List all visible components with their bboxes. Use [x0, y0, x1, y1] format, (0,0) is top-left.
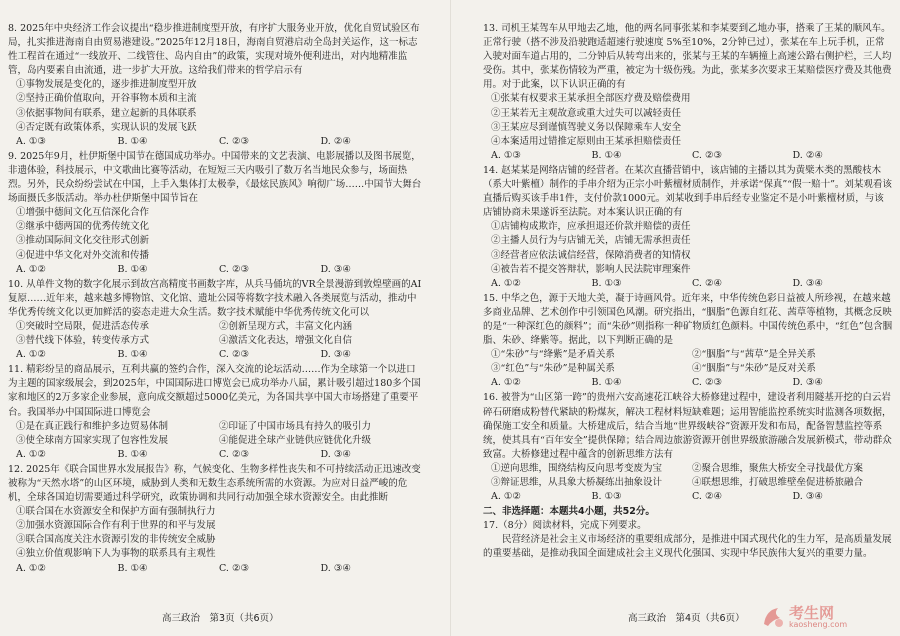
question-block — [483, 22, 893, 163]
answer-choices — [483, 490, 893, 504]
q17-paragraph: 民营经济是社会主义市场经济的重要组成部分，是推进中国式现代化的生力军，是高质量发展的重要基础，是推动我国全面建成社会主义现代化强国、实现中华民族伟大复兴的重要力量。 — [483, 534, 892, 560]
option-line: ④否定既有政策体系，实现认识的发展飞跃 — [16, 121, 197, 133]
option-line: ①张某有权要求王某承担全部医疗费及赔偿费用 — [491, 93, 691, 105]
option-line: ②坚持正确价值取向，开谷事物本质和主流 — [16, 93, 197, 105]
option-item: ①“朱砂”与“绛紫”是矛盾关系 — [491, 349, 615, 361]
answer-choice: B. ①④ — [117, 448, 148, 460]
answer-choice: A. ①② — [16, 448, 46, 460]
option-line: ③依据事物间有联系，建立起新的具体联系 — [16, 107, 197, 119]
answer-choice: B. ①③ — [591, 491, 622, 503]
option-line: ①店铺构成欺诈，应承担退还价款并赔偿的责任 — [491, 221, 691, 233]
option-line: ④被告若不提交答辩状，影响人民法院审理案件 — [491, 263, 691, 275]
answer-choice: A. ①② — [491, 277, 521, 289]
question-block — [8, 150, 422, 277]
option-line: ③联合国高度关注水资源引发的非传统安全威胁 — [16, 534, 216, 546]
option-line: ④独立价值观影响下人为事物的联系具有主观性 — [16, 548, 216, 560]
answer-choice: C. ②③ — [692, 377, 723, 389]
option-line: ②主播人员行为与店铺无关，店铺无需承担责任 — [491, 235, 691, 247]
watermark-url: kaosheng.com — [789, 619, 848, 629]
answer-choices — [8, 562, 422, 576]
answer-choices — [483, 149, 893, 163]
option-row — [8, 420, 422, 434]
answer-choice: C. ②③ — [692, 149, 723, 161]
question-stem: 14. 赵某某是网络店铺的经营者。在某次直播营销中，该店铺的主播以其为黄檗木类的黑酸枝木（系大叶紫檀）制作的手串介绍为正宗小叶紫檀材质制作，并承诺“保真”“假一赔十”。刘某观看该直播后购买该手串1件，支付价款1000元。刘某收到手串后经专业鉴定不是小叶紫檀材质，与该店铺协商未果遂诉至法院。对本案认识正确的有 — [483, 164, 892, 219]
answer-choice: A. ①② — [16, 562, 46, 574]
option-line: ②继承中德两国的优秀传统文化 — [16, 221, 150, 233]
option-line: ③经营者应依法诚信经营，保障消费者的知情权 — [491, 249, 691, 261]
option-line: ③推动国际间文化交往形式创新 — [16, 235, 150, 247]
option-line: ①联合国在水资源安全和保护方面有强制执行力 — [16, 506, 216, 518]
right-page-column — [483, 22, 893, 562]
answer-choice: C. ②③ — [219, 135, 250, 147]
answer-choice: A. ①② — [491, 377, 521, 389]
answer-choice: B. ①③ — [591, 277, 622, 289]
option-row — [483, 348, 893, 362]
option-line: ④本案适用过错推定原则由王某承担赔偿责任 — [491, 135, 682, 147]
option-line: ③王某应尽到谨慎驾驶义务以保障乘车人安全 — [491, 121, 682, 133]
option-item: ②“胭脂”与“茜草”是全异关系 — [692, 349, 816, 361]
answer-choice: A. ①② — [16, 349, 46, 361]
question-stem: 8. 2025年中央经济工作会议提出“稳步推进制度型开放，有序扩大服务业开放，优化自贸试验区布局，扎实推进海南自由贸易港建设。”2025年12月18日，海南自贸港启动全岛封关运作，这一标志性工程首在通过“一线放开、二线管住、岛内自由”的政策，实现对境外便利进出，对内地精准监管，岛内要素自由流通，进一步扩大开放。这给我们带来的哲学启示有 — [8, 23, 420, 77]
answer-choice: A. ①② — [16, 263, 46, 275]
answer-choice: D. ③④ — [320, 349, 351, 361]
option-item: ①突破时空局限，促进活态传承 — [16, 320, 150, 332]
answer-choices — [483, 277, 893, 291]
question-stem: 12. 2025年《联合国世界水发展报告》称，气候变化、生物多样性丧失和不可持续活动正迅速改变被称为“天然水塔”的山区环境，威胁到人类和无数生态系统所需的水资源。为应对日益严峻的危机，全球各国迫切需要通过科学研究，政策协调和共同行动加强全球水资源安全。由此推断 — [8, 463, 421, 504]
answer-choice: A. ①② — [491, 491, 521, 503]
question-stem: 10. 从单件文物的数字化展示到故宫高精度书画数字库，从兵马俑坑的VR全景漫游到敦煌壁画的AI复原……近年来，越来越多博物馆、文化馆、遗址公园等将数字技术融入各类展览与活动，推动中华优秀传统文化以更加鲜活的姿态走进大众生活。数字技术赋能中华优秀传统文化可以 — [8, 278, 422, 318]
answer-choices — [8, 263, 422, 277]
answer-choice: C. ②③ — [219, 349, 250, 361]
answer-choices — [483, 376, 893, 390]
answer-choices — [8, 448, 422, 462]
option-row — [8, 334, 422, 348]
kaosheng-logo-icon — [760, 604, 786, 630]
question-stem: 9. 2025年9月，杜伊斯堡中国节在德国成功举办。中国带来的文艺表演、电影展播以及图书展览，非遗体验，科技展示，中文歌曲比赛等活动，在短短三天内吸引了数万名当地民众参与，场面热烈。另外，民众纷纷尝试在中国，上手入集体打太极拳，《最炫民族风》响彻广场……中国节大舞台场面摄氏多版活动。举办杜伊斯堡中国节旨在 — [8, 150, 422, 205]
right-questions — [483, 22, 893, 504]
question-stem: 13. 司机王某驾车从甲地去乙地，他的两名同事张某和李某要到乙地办事，搭乘了王某的顺风车。正常行驶（搭不涉及沿驶跑适超速行驶速度 5%至10%，2分钟已过），张某在车上玩手机，正常入驶对面车道占用的，二分钟后从转弯出来的，张某与王某的车辆撞上高速公路右侧护栏，三人均受伤。其中，张某伤情较为严重，被定为十级伤残。为此，张某多次要求王某赔偿医疗费及其他费用。对于此案，以下认识正确的有 — [483, 23, 892, 91]
left-page-column — [8, 22, 422, 577]
answer-choice: D. ③④ — [320, 562, 351, 574]
answer-choice: D. ③④ — [320, 263, 351, 275]
question-stem: 15. 中华之色，源于天地大美，凝于诗画风骨。近年来，中华传统色彩日益被人所珍视，在越来越多商业品牌、艺术创作中引领国色风潮。研究指出，“胭脂”色源自红花、茜草等植物，其概念反映的是“一种深红色的颜料”；而“朱砂”则指称一种矿物质红色颜料。中国传统色系中，“红色”包含胭脂、朱砂、绛紫等。据此，以下判断正确的是 — [483, 292, 893, 347]
question-block — [8, 463, 422, 576]
option-item: ④“胭脂”与“朱砂”是反对关系 — [692, 363, 816, 375]
answer-choice: B. ①④ — [117, 135, 148, 147]
answer-choice: C. ②④ — [692, 491, 723, 503]
option-item: ①是在真正践行和维护多边贸易体制 — [16, 420, 169, 432]
answer-choice: D. ③④ — [792, 277, 823, 289]
option-item: ③替代线下体验，转变传承方式 — [16, 335, 150, 347]
answer-choices — [8, 348, 422, 362]
question-stem: 16. 被誉为“山区第一跨”的贵州六安高速花江峡谷大桥修建过程中，建设者利用隧基开挖的白云岩碎石研磨成粉替代紧缺的粉煤灰，解决工程材料短缺难题；运用智能监控系统实时监测各项数据，确保施工安全和质量。大桥建成后，结合当地“世界级峡谷”资源开发和布局，配备智慧监控等系统，使其具有“百年安全”提供保障；结合周边旅游资源开创世界级旅游融合发展新模式，带动群众致富。大桥修建过程中蕴含的创新思维方法有 — [483, 392, 892, 460]
option-item: ③“红色”与“朱砂”是种属关系 — [491, 363, 615, 375]
option-item: ④激活文化表达，增强文化自信 — [219, 335, 353, 347]
question-block — [8, 278, 422, 363]
option-row — [483, 476, 893, 490]
answer-choice: B. ①④ — [117, 562, 148, 574]
answer-choice: B. ①④ — [117, 349, 148, 361]
option-row — [8, 434, 422, 448]
question-block — [483, 292, 893, 391]
option-item: ②印证了中国市场具有持久的吸引力 — [219, 420, 372, 432]
kaosheng-watermark — [760, 604, 847, 630]
answer-choice: D. ③④ — [792, 491, 823, 503]
question-block — [8, 22, 422, 149]
answer-choice: D. ②④ — [320, 135, 351, 147]
q17-heading: 17.（8分）阅读材料，完成下列要求。 — [483, 520, 647, 532]
answer-choices — [8, 135, 422, 149]
page-footer-right: 高三政治 第4页（共6页） — [628, 613, 745, 624]
answer-choice: B. ①④ — [117, 263, 148, 275]
question-block — [483, 391, 893, 504]
question-block — [8, 363, 422, 462]
answer-choice: C. ②③ — [219, 448, 250, 460]
watermark-name: 考生网 — [789, 603, 835, 622]
question-block — [483, 164, 893, 291]
page-footer-left: 高三政治 第3页（共6页） — [162, 613, 279, 624]
option-item: ③使全球南方国家实现了包容性发展 — [16, 434, 169, 446]
option-line: ②加强水资源国际合作有利于世界的和平与发展 — [16, 520, 216, 532]
answer-choice: C. ②④ — [692, 277, 723, 289]
option-line: ②王某若无主观故意或重大过失可以减轻责任 — [491, 107, 682, 119]
answer-choice: D. ③④ — [792, 377, 823, 389]
question-stem: 11. 精彩纷呈的商品展示，互利共赢的签约合作，深入交流的论坛活动……作为全球第一个以进口为主题的国家级展会，到2025年，中国国际进口博览会已成功举办八届，累计吸引超过180多个国家和地区的2万多家企业参展，意向成交额超过5000亿美元，为各国共享中国大市场搭建了重要平台。我国举办中国国际进口博览会 — [8, 364, 421, 418]
option-item: ④联想思维，打破思维壁垒促进桥旅融合 — [692, 477, 864, 488]
option-row — [8, 320, 422, 334]
answer-choice: A. ①③ — [16, 135, 46, 147]
page-gutter — [450, 0, 451, 636]
answer-choice: A. ①③ — [491, 149, 521, 161]
answer-choice: C. ②③ — [219, 562, 250, 574]
option-line: ①增强中德间文化互信深化合作 — [16, 207, 150, 219]
answer-choice: D. ②④ — [792, 149, 823, 161]
option-row — [483, 462, 893, 476]
section-title: 二、非选择题：本题共4小题，共52分。 — [483, 506, 655, 518]
option-line: ④促进中华文化对外交流和传播 — [16, 249, 150, 261]
option-item: ②创新呈现方式，丰富文化内涵 — [219, 320, 353, 332]
answer-choice: B. ①④ — [591, 377, 622, 389]
option-item: ②聚合思维，聚焦大桥安全寻找最优方案 — [692, 462, 864, 474]
option-item: ③辩证思维，从具象大桥凝练出抽象设计 — [491, 477, 663, 488]
option-item: ①逆向思维，围绕结构反向思考变废为宝 — [491, 462, 663, 474]
option-row — [483, 362, 893, 376]
answer-choice: C. ②③ — [219, 263, 250, 275]
option-item: ④能促进全球产业链供应链优化升级 — [219, 434, 372, 446]
answer-choice: D. ③④ — [320, 448, 351, 460]
option-line: ①事物发展是变化的，逐步推进制度型开放 — [16, 79, 197, 91]
answer-choice: B. ①④ — [591, 149, 622, 161]
